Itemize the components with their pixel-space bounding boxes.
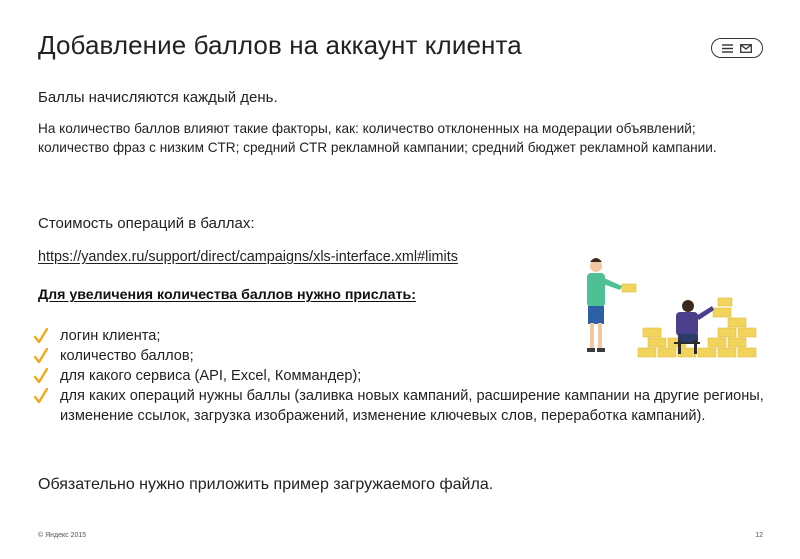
- list-item: [34, 366, 769, 386]
- checkmark-icon: [34, 328, 48, 344]
- header-menu-mail-button[interactable]: [711, 38, 763, 58]
- page-title: Добавление баллов на аккаунт клиента: [38, 30, 522, 60]
- checkmark-icon: [34, 348, 48, 364]
- list-item: [34, 386, 769, 426]
- attach-file-note: Обязательно нужно приложить пример загружаемого файла.: [38, 476, 494, 493]
- list-item: [34, 346, 769, 366]
- intro-text: Баллы начисляются каждый день.: [38, 89, 278, 106]
- list-item-text: для какого сервиса (API, Excel, Коммандер);: [60, 368, 362, 384]
- requirements-list: [34, 326, 769, 426]
- list-item-text: количество баллов;: [60, 348, 194, 364]
- menu-icon: [722, 44, 733, 53]
- send-heading: Для увеличения количества баллов нужно прислать:: [38, 287, 416, 303]
- page-number: 12: [755, 532, 763, 539]
- list-item-text: логин клиента;: [60, 328, 161, 344]
- cost-heading: Стоимость операций в баллах:: [38, 215, 255, 232]
- limits-link[interactable]: https://yandex.ru/support/direct/campaigns/xls-interface.xml#limits: [38, 249, 458, 265]
- list-item-text: для каких операций нужны баллы (заливка новых кампаний, расширение кампании на другие регионы, изменение ссылок, загрузка изображений, изменение ключевых слов, переработка кампаний).: [60, 388, 764, 424]
- factors-text: На количество баллов влияют такие факторы, как: количество отклоненных на модерации объявлений; количество фраз с низким CTR; средний CTR рекламной кампании; средний бюджет рекламной кампании.: [38, 121, 717, 155]
- list-item: [34, 326, 769, 346]
- checkmark-icon: [34, 368, 48, 384]
- mail-icon: [740, 44, 752, 53]
- checkmark-icon: [34, 388, 48, 404]
- footer-copyright: © Яндекс 2015: [38, 532, 87, 539]
